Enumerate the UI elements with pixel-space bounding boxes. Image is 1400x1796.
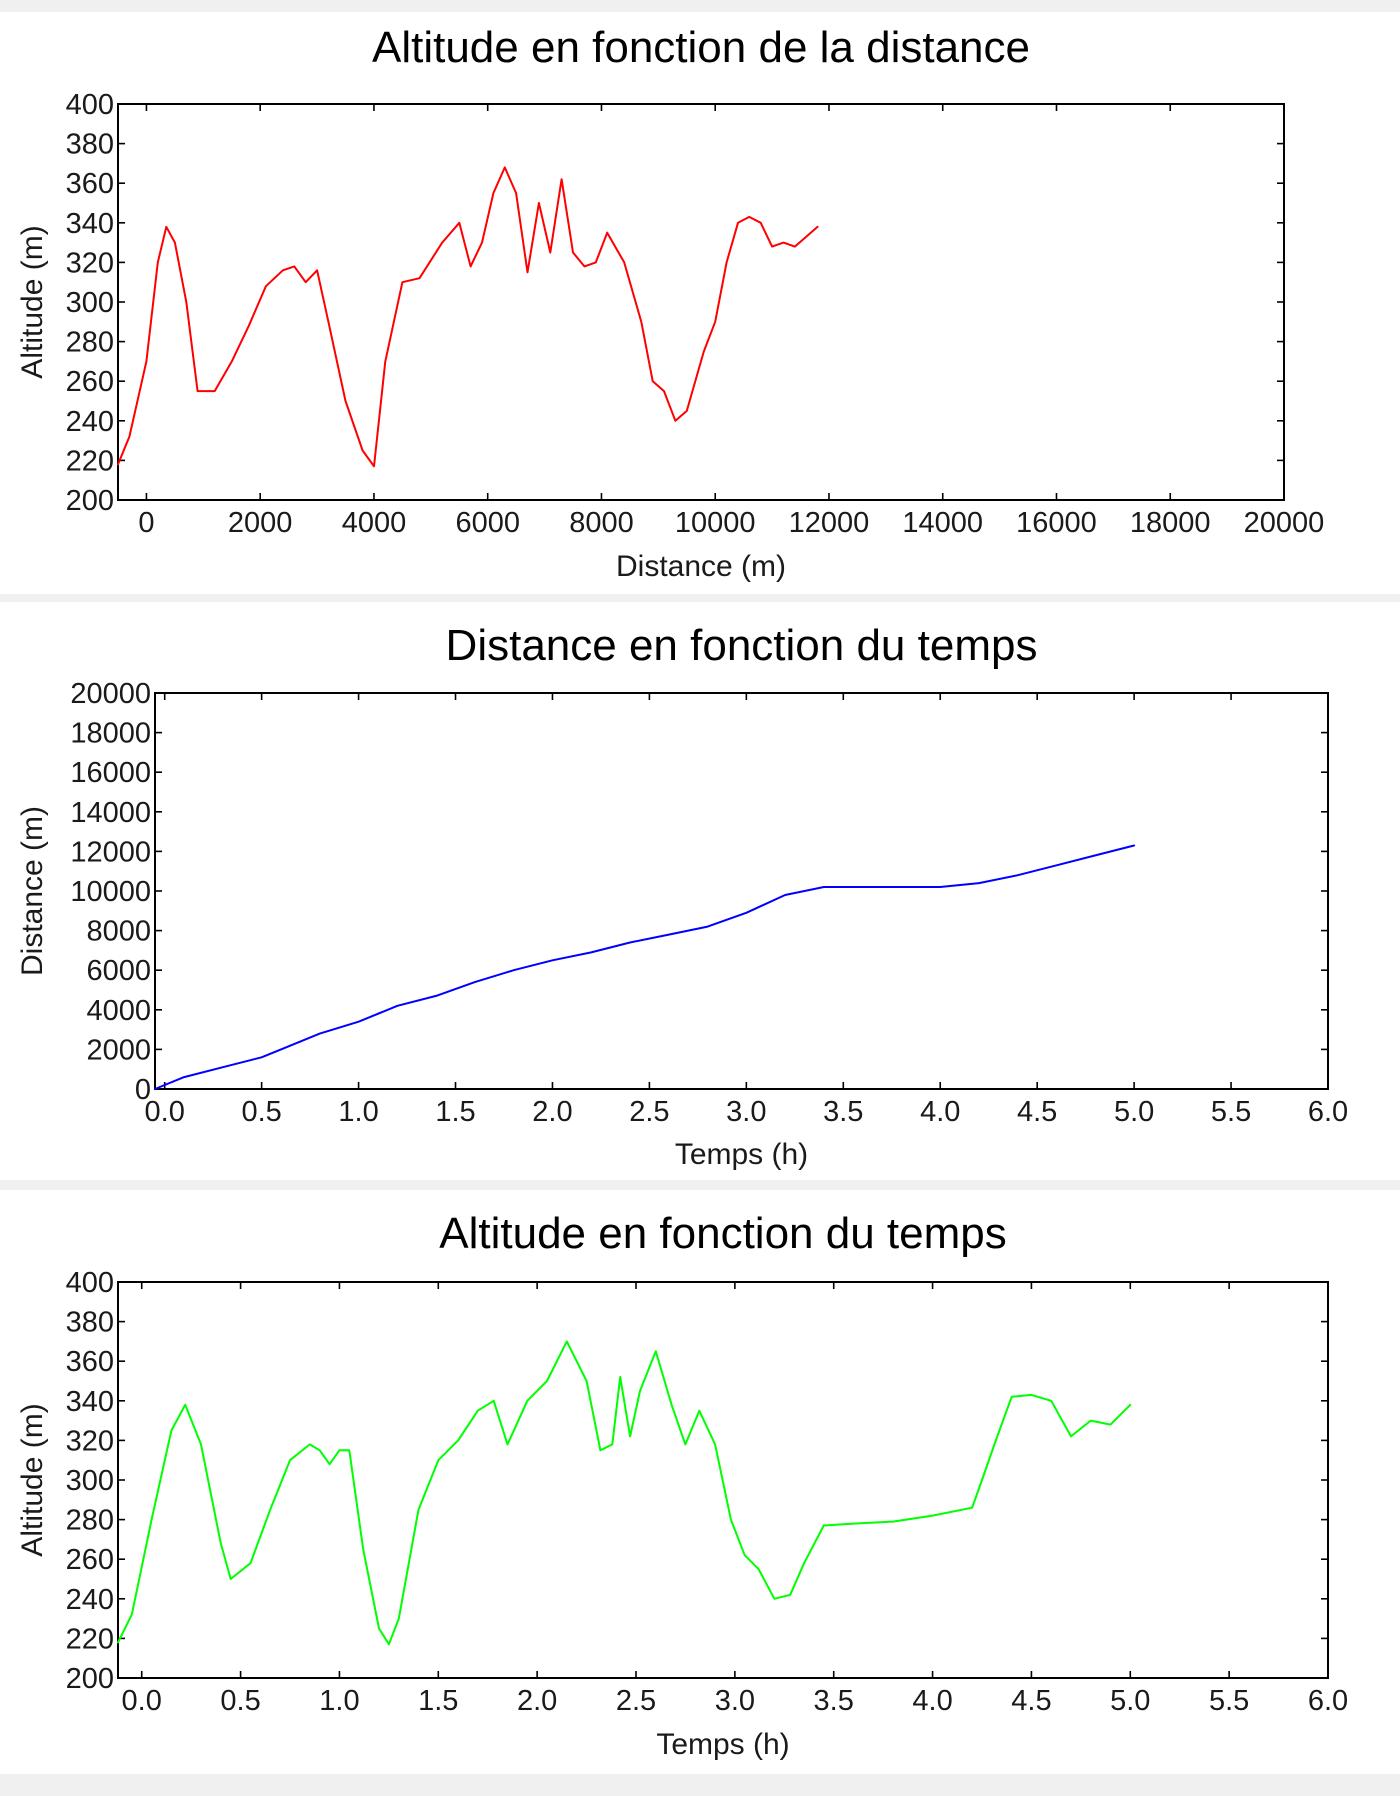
- y-tick-label: 220: [65, 445, 114, 478]
- x-tick-label: 3.0: [714, 1685, 756, 1717]
- y-tick-label: 200: [65, 1663, 114, 1695]
- x-tick-label: 4.5: [1011, 1685, 1052, 1717]
- x-tick-label: 4.5: [1017, 1096, 1058, 1128]
- x-tick-label: 2.0: [532, 1096, 573, 1128]
- x-tick-label: 0.5: [220, 1685, 261, 1717]
- y-tick-label: 260: [65, 366, 114, 399]
- x-tick-label: 1.0: [338, 1096, 379, 1128]
- x-axis-label: Distance (m): [615, 550, 787, 583]
- y-tick-label: 380: [65, 1306, 114, 1339]
- x-tick-label: 6.0: [1307, 1096, 1349, 1128]
- y-tick-label: 400: [65, 1267, 114, 1299]
- x-tick-label: 0.5: [241, 1096, 282, 1128]
- y-tick-label: 220: [65, 1623, 114, 1656]
- y-tick-label: 16000: [70, 757, 151, 790]
- series-line: [155, 846, 1134, 1090]
- x-tick-label: 2.0: [516, 1685, 558, 1717]
- y-tick-label: 6000: [86, 955, 151, 988]
- y-tick-label: 2000: [86, 1034, 151, 1067]
- altitude-vs-time-panel: [0, 1190, 1400, 1774]
- x-tick-label: 1.5: [418, 1685, 459, 1717]
- series-line: [118, 167, 818, 466]
- x-tick-label: 3.5: [813, 1685, 854, 1717]
- x-tick-label: 2000: [227, 507, 293, 539]
- y-tick-label: 240: [65, 1583, 114, 1616]
- x-tick-label: 5.5: [1208, 1685, 1250, 1717]
- y-axis-label: Distance (m): [16, 805, 49, 977]
- x-tick-label: 20000: [1243, 507, 1325, 539]
- altitude-vs-distance-chart: [0, 12, 1400, 594]
- y-tick-label: 280: [65, 1504, 114, 1537]
- distance-vs-time-chart: [0, 602, 1400, 1180]
- x-tick-label: 0: [138, 507, 155, 539]
- y-tick-label: 10000: [70, 876, 151, 908]
- altitude-vs-time-chart: [0, 1190, 1400, 1774]
- y-tick-label: 18000: [70, 717, 151, 750]
- x-tick-label: 6000: [455, 507, 520, 539]
- y-tick-label: 0: [134, 1074, 151, 1106]
- x-tick-label: 10000: [674, 507, 756, 539]
- series-line: [118, 1341, 1130, 1644]
- x-tick-label: 8000: [569, 507, 634, 539]
- y-tick-label: 260: [65, 1544, 114, 1577]
- chart-title: Altitude en fonction de la distance: [371, 23, 1031, 72]
- x-tick-label: 5.5: [1210, 1096, 1252, 1128]
- plot-frame: [118, 104, 1284, 500]
- y-tick-label: 340: [65, 1385, 114, 1418]
- y-tick-label: 14000: [70, 796, 151, 829]
- y-axis-label: Altitude (m): [16, 1403, 49, 1557]
- x-tick-label: 3.5: [823, 1096, 864, 1128]
- x-tick-label: 0.0: [144, 1096, 185, 1128]
- y-tick-label: 4000: [86, 994, 151, 1027]
- chart-title: Altitude en fonction du temps: [439, 1209, 1007, 1258]
- y-tick-label: 360: [65, 1346, 114, 1379]
- y-tick-label: 8000: [86, 915, 151, 948]
- x-tick-label: 4.0: [920, 1096, 961, 1128]
- y-tick-label: 340: [65, 207, 114, 240]
- x-axis-label: Temps (h): [674, 1138, 809, 1171]
- x-tick-label: 2.5: [629, 1096, 670, 1128]
- x-tick-label: 1.0: [319, 1685, 360, 1717]
- y-tick-label: 400: [65, 89, 114, 121]
- x-tick-label: 12000: [788, 507, 870, 539]
- chart-title: Distance en fonction du temps: [445, 621, 1038, 670]
- y-tick-label: 300: [65, 287, 114, 319]
- x-tick-label: 4.0: [912, 1685, 953, 1717]
- y-tick-label: 200: [65, 485, 114, 517]
- y-axis-label: Altitude (m): [16, 225, 49, 379]
- x-tick-label: 3.0: [726, 1096, 767, 1128]
- y-tick-label: 20000: [70, 678, 151, 710]
- y-tick-label: 240: [65, 405, 114, 438]
- x-tick-label: 6.0: [1307, 1685, 1349, 1717]
- x-tick-label: 0.0: [121, 1685, 162, 1717]
- distance-vs-time-panel: [0, 602, 1400, 1180]
- x-tick-label: 1.5: [435, 1096, 476, 1128]
- x-tick-label: 4000: [341, 507, 407, 539]
- x-tick-label: 2.5: [615, 1685, 657, 1717]
- altitude-vs-distance-panel: [0, 12, 1400, 594]
- x-tick-label: 5.0: [1110, 1685, 1151, 1717]
- x-axis-label: Temps (h): [656, 1728, 790, 1761]
- y-tick-label: 12000: [70, 836, 151, 869]
- y-tick-label: 380: [65, 128, 114, 161]
- x-tick-label: 14000: [902, 507, 984, 539]
- y-tick-label: 300: [65, 1465, 114, 1497]
- x-tick-label: 16000: [1016, 507, 1097, 539]
- y-tick-label: 320: [65, 247, 114, 280]
- y-tick-label: 360: [65, 168, 114, 201]
- y-tick-label: 280: [65, 326, 114, 359]
- y-tick-label: 320: [65, 1425, 114, 1458]
- x-tick-label: 5.0: [1113, 1096, 1155, 1128]
- window-top-strip: [0, 0, 1400, 12]
- x-tick-label: 18000: [1129, 507, 1211, 539]
